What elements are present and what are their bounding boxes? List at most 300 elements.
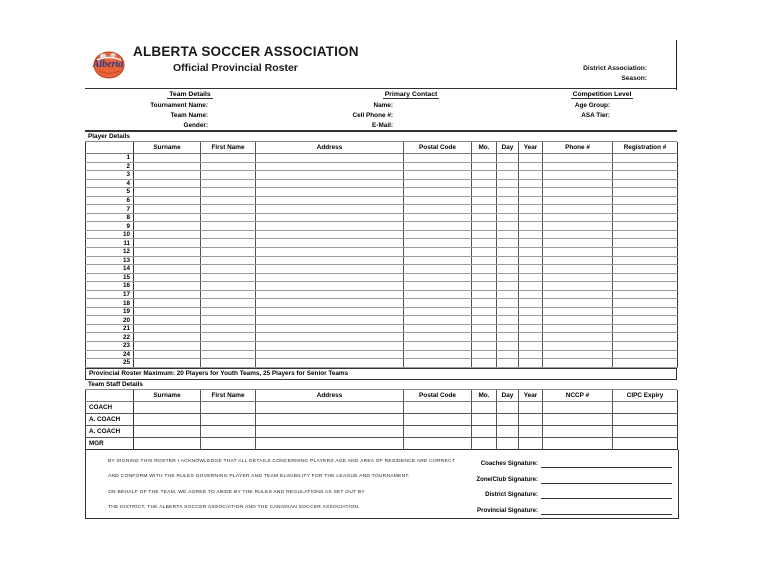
staff-cell-address[interactable] (256, 437, 404, 449)
player-cell-year[interactable] (519, 171, 543, 180)
staff-cell-surname[interactable] (134, 425, 201, 437)
signature-input-line[interactable] (541, 505, 672, 515)
staff-cell-day[interactable] (497, 437, 519, 449)
player-cell-address[interactable] (256, 282, 404, 291)
signature-input-line[interactable] (541, 489, 672, 499)
player-row-number: 21 (86, 324, 134, 333)
player-cell-surname[interactable] (134, 359, 201, 368)
player-cell-phone[interactable] (543, 290, 613, 299)
player-cell-registration[interactable] (613, 359, 678, 368)
legal-text-block (108, 454, 468, 516)
player-cell-phone[interactable] (543, 239, 613, 248)
staff-cell-month[interactable] (472, 425, 497, 437)
info-row-3 (85, 120, 677, 131)
player-cell-year[interactable] (519, 196, 543, 205)
player-cell-registration[interactable] (613, 282, 678, 291)
player-cell-address[interactable] (256, 196, 404, 205)
player-cell-day[interactable] (497, 256, 519, 265)
player-cell-first-name[interactable] (201, 299, 256, 308)
staff-cell-surname[interactable] (134, 401, 201, 413)
player-cell-postal-code[interactable] (404, 162, 472, 171)
player-cell-surname[interactable] (134, 179, 201, 188)
player-cell-day[interactable] (497, 324, 519, 333)
staff-cell-postal-code[interactable] (404, 413, 472, 425)
staff-cell-address[interactable] (256, 401, 404, 413)
player-cell-address[interactable] (256, 290, 404, 299)
staff-col-role (86, 390, 134, 402)
player-cell-phone[interactable] (543, 256, 613, 265)
staff-header-row (86, 390, 678, 402)
player-cell-first-name[interactable] (201, 307, 256, 316)
player-cell-address[interactable] (256, 316, 404, 325)
player-cell-phone[interactable] (543, 162, 613, 171)
player-cell-address[interactable] (256, 265, 404, 274)
signature-row (464, 453, 672, 469)
staff-cell-first-name[interactable] (201, 401, 256, 413)
player-cell-phone[interactable] (543, 213, 613, 222)
player-cell-day[interactable] (497, 230, 519, 239)
player-cell-year[interactable] (519, 265, 543, 274)
player-cell-registration[interactable] (613, 162, 678, 171)
player-cell-surname[interactable] (134, 333, 201, 342)
player-cell-first-name[interactable] (201, 256, 256, 265)
player-cell-month[interactable] (472, 290, 497, 299)
staff-cell-year[interactable] (519, 425, 543, 437)
player-cell-first-name[interactable] (201, 273, 256, 282)
asa-tier-field[interactable] (612, 110, 677, 120)
player-col-surname: Surname (134, 142, 201, 154)
player-col-postal-code: Postal Code (404, 142, 472, 154)
player-cell-surname[interactable] (134, 239, 201, 248)
player-cell-day[interactable] (497, 316, 519, 325)
player-cell-year[interactable] (519, 179, 543, 188)
player-cell-day[interactable] (497, 222, 519, 231)
player-cell-day[interactable] (497, 350, 519, 359)
player-cell-registration[interactable] (613, 333, 678, 342)
player-cell-postal-code[interactable] (404, 282, 472, 291)
player-cell-first-name[interactable] (201, 154, 256, 163)
player-cell-address[interactable] (256, 213, 404, 222)
player-cell-postal-code[interactable] (404, 333, 472, 342)
player-cell-year[interactable] (519, 162, 543, 171)
player-row-number: 9 (86, 222, 134, 231)
staff-cell-nccp[interactable] (543, 413, 613, 425)
player-cell-phone[interactable] (543, 307, 613, 316)
player-cell-registration[interactable] (613, 256, 678, 265)
player-cell-registration[interactable] (613, 196, 678, 205)
player-cell-month[interactable] (472, 205, 497, 214)
staff-cell-year[interactable] (519, 437, 543, 449)
player-cell-phone[interactable] (543, 299, 613, 308)
player-cell-surname[interactable] (134, 248, 201, 257)
player-cell-surname[interactable] (134, 196, 201, 205)
player-cell-year[interactable] (519, 282, 543, 291)
player-cell-month[interactable] (472, 359, 497, 368)
player-cell-postal-code[interactable] (404, 248, 472, 257)
player-cell-month[interactable] (472, 188, 497, 197)
age-group-field[interactable] (612, 100, 677, 110)
player-cell-registration[interactable] (613, 350, 678, 359)
player-cell-day[interactable] (497, 179, 519, 188)
staff-col-first-name: First Name (201, 390, 256, 402)
player-cell-registration[interactable] (613, 248, 678, 257)
player-cell-address[interactable] (256, 256, 404, 265)
player-cell-phone[interactable] (543, 273, 613, 282)
player-cell-month[interactable] (472, 171, 497, 180)
player-cell-registration[interactable] (613, 324, 678, 333)
player-cell-postal-code[interactable] (404, 273, 472, 282)
player-cell-postal-code[interactable] (404, 171, 472, 180)
player-cell-postal-code[interactable] (404, 196, 472, 205)
svg-text:Alberta: Alberta (92, 59, 124, 70)
player-cell-registration[interactable] (613, 307, 678, 316)
player-cell-month[interactable] (472, 316, 497, 325)
signature-input-line[interactable] (541, 474, 672, 484)
player-cell-first-name[interactable] (201, 188, 256, 197)
player-cell-surname[interactable] (134, 282, 201, 291)
staff-cell-cipc-expiry[interactable] (613, 425, 678, 437)
player-col-year: Year (519, 142, 543, 154)
player-cell-month[interactable] (472, 350, 497, 359)
player-cell-first-name[interactable] (201, 196, 256, 205)
player-cell-day[interactable] (497, 162, 519, 171)
player-cell-month[interactable] (472, 333, 497, 342)
staff-cell-cipc-expiry[interactable] (613, 401, 678, 413)
player-cell-day[interactable] (497, 359, 519, 368)
staff-cell-address[interactable] (256, 413, 404, 425)
table-row (86, 282, 678, 291)
player-cell-address[interactable] (256, 359, 404, 368)
player-cell-month[interactable] (472, 239, 497, 248)
player-cell-postal-code[interactable] (404, 188, 472, 197)
staff-cell-day[interactable] (497, 401, 519, 413)
player-cell-surname[interactable] (134, 290, 201, 299)
player-cell-surname[interactable] (134, 299, 201, 308)
player-cell-registration[interactable] (613, 290, 678, 299)
player-cell-registration[interactable] (613, 154, 678, 163)
player-cell-first-name[interactable] (201, 316, 256, 325)
player-cell-registration[interactable] (613, 239, 678, 248)
player-cell-surname[interactable] (134, 188, 201, 197)
player-cell-day[interactable] (497, 290, 519, 299)
player-cell-year[interactable] (519, 188, 543, 197)
player-cell-surname[interactable] (134, 171, 201, 180)
email-field[interactable] (395, 120, 527, 131)
staff-cell-first-name[interactable] (201, 437, 256, 449)
signature-input-line[interactable] (541, 458, 672, 468)
player-row-number: 18 (86, 299, 134, 308)
player-cell-year[interactable] (519, 213, 543, 222)
player-cell-registration[interactable] (613, 205, 678, 214)
player-cell-registration[interactable] (613, 213, 678, 222)
staff-cell-month[interactable] (472, 401, 497, 413)
player-cell-month[interactable] (472, 222, 497, 231)
player-cell-day[interactable] (497, 265, 519, 274)
player-cell-postal-code[interactable] (404, 154, 472, 163)
player-cell-registration[interactable] (613, 230, 678, 239)
player-cell-year[interactable] (519, 248, 543, 257)
player-cell-phone[interactable] (543, 350, 613, 359)
player-cell-surname[interactable] (134, 222, 201, 231)
player-cell-first-name[interactable] (201, 282, 256, 291)
staff-cell-address[interactable] (256, 425, 404, 437)
player-cell-postal-code[interactable] (404, 324, 472, 333)
player-cell-day[interactable] (497, 196, 519, 205)
player-cell-day[interactable] (497, 282, 519, 291)
staff-cell-month[interactable] (472, 437, 497, 449)
player-cell-month[interactable] (472, 248, 497, 257)
player-cell-year[interactable] (519, 154, 543, 163)
player-cell-registration[interactable] (613, 222, 678, 231)
player-cell-postal-code[interactable] (404, 290, 472, 299)
player-cell-day[interactable] (497, 273, 519, 282)
player-cell-registration[interactable] (613, 171, 678, 180)
staff-cell-day[interactable] (497, 425, 519, 437)
player-cell-phone[interactable] (543, 171, 613, 180)
staff-cell-year[interactable] (519, 413, 543, 425)
player-cell-address[interactable] (256, 222, 404, 231)
player-cell-address[interactable] (256, 230, 404, 239)
player-cell-phone[interactable] (543, 316, 613, 325)
player-cell-day[interactable] (497, 248, 519, 257)
player-cell-month[interactable] (472, 307, 497, 316)
player-cell-surname[interactable] (134, 324, 201, 333)
player-cell-address[interactable] (256, 350, 404, 359)
player-cell-postal-code[interactable] (404, 205, 472, 214)
player-cell-phone[interactable] (543, 196, 613, 205)
staff-cell-postal-code[interactable] (404, 437, 472, 449)
player-cell-first-name[interactable] (201, 179, 256, 188)
player-cell-surname[interactable] (134, 342, 201, 351)
player-cell-postal-code[interactable] (404, 239, 472, 248)
player-cell-postal-code[interactable] (404, 316, 472, 325)
player-cell-first-name[interactable] (201, 359, 256, 368)
player-cell-day[interactable] (497, 333, 519, 342)
info-row-2 (85, 110, 677, 120)
player-cell-year[interactable] (519, 290, 543, 299)
table-row (86, 188, 678, 197)
player-cell-address[interactable] (256, 154, 404, 163)
player-cell-surname[interactable] (134, 205, 201, 214)
player-cell-postal-code[interactable] (404, 299, 472, 308)
player-cell-year[interactable] (519, 230, 543, 239)
player-cell-year[interactable] (519, 256, 543, 265)
player-cell-phone[interactable] (543, 282, 613, 291)
player-cell-month[interactable] (472, 162, 497, 171)
contact-name-field[interactable] (395, 100, 527, 110)
player-cell-address[interactable] (256, 324, 404, 333)
contact-name-label: Name: (373, 101, 393, 109)
player-cell-registration[interactable] (613, 265, 678, 274)
staff-col-day: Day (497, 390, 519, 402)
player-cell-year[interactable] (519, 359, 543, 368)
player-cell-registration[interactable] (613, 342, 678, 351)
staff-cell-postal-code[interactable] (404, 401, 472, 413)
player-cell-phone[interactable] (543, 333, 613, 342)
player-cell-day[interactable] (497, 205, 519, 214)
staff-cell-surname[interactable] (134, 413, 201, 425)
player-cell-month[interactable] (472, 299, 497, 308)
player-cell-address[interactable] (256, 239, 404, 248)
player-cell-address[interactable] (256, 248, 404, 257)
player-cell-first-name[interactable] (201, 239, 256, 248)
player-cell-address[interactable] (256, 342, 404, 351)
player-cell-registration[interactable] (613, 188, 678, 197)
player-cell-month[interactable] (472, 282, 497, 291)
player-cell-registration[interactable] (613, 316, 678, 325)
cell-phone-field[interactable] (395, 110, 527, 120)
staff-cell-nccp[interactable] (543, 425, 613, 437)
player-cell-month[interactable] (472, 265, 497, 274)
player-cell-year[interactable] (519, 350, 543, 359)
player-cell-surname[interactable] (134, 265, 201, 274)
player-cell-address[interactable] (256, 205, 404, 214)
player-cell-day[interactable] (497, 307, 519, 316)
staff-cell-month[interactable] (472, 413, 497, 425)
staff-cell-nccp[interactable] (543, 401, 613, 413)
table-row (86, 256, 678, 265)
staff-cell-postal-code[interactable] (404, 425, 472, 437)
player-cell-phone[interactable] (543, 265, 613, 274)
staff-cell-cipc-expiry[interactable] (613, 413, 678, 425)
player-cell-registration[interactable] (613, 299, 678, 308)
player-cell-first-name[interactable] (201, 350, 256, 359)
player-cell-surname[interactable] (134, 350, 201, 359)
player-cell-first-name[interactable] (201, 222, 256, 231)
tournament-name-field[interactable] (210, 100, 295, 110)
player-cell-year[interactable] (519, 316, 543, 325)
player-cell-month[interactable] (472, 324, 497, 333)
player-cell-first-name[interactable] (201, 324, 256, 333)
player-cell-first-name[interactable] (201, 265, 256, 274)
player-cell-phone[interactable] (543, 179, 613, 188)
player-cell-month[interactable] (472, 273, 497, 282)
player-cell-phone[interactable] (543, 342, 613, 351)
player-cell-day[interactable] (497, 154, 519, 163)
player-cell-day[interactable] (497, 239, 519, 248)
player-cell-first-name[interactable] (201, 248, 256, 257)
player-cell-phone[interactable] (543, 230, 613, 239)
player-cell-phone[interactable] (543, 324, 613, 333)
organization-title: ALBERTA SOCCER ASSOCIATION (133, 44, 359, 59)
player-cell-postal-code[interactable] (404, 342, 472, 351)
player-cell-year[interactable] (519, 239, 543, 248)
player-cell-day[interactable] (497, 171, 519, 180)
player-cell-month[interactable] (472, 256, 497, 265)
player-cell-address[interactable] (256, 179, 404, 188)
player-cell-day[interactable] (497, 188, 519, 197)
player-cell-month[interactable] (472, 196, 497, 205)
staff-cell-cipc-expiry[interactable] (613, 437, 678, 449)
player-cell-postal-code[interactable] (404, 359, 472, 368)
player-cell-month[interactable] (472, 213, 497, 222)
player-cell-postal-code[interactable] (404, 256, 472, 265)
player-cell-surname[interactable] (134, 154, 201, 163)
table-row (86, 213, 678, 222)
gender-field[interactable] (210, 120, 295, 131)
player-cell-first-name[interactable] (201, 171, 256, 180)
player-cell-address[interactable] (256, 188, 404, 197)
player-cell-address[interactable] (256, 299, 404, 308)
table-row (86, 205, 678, 214)
player-cell-surname[interactable] (134, 316, 201, 325)
player-cell-day[interactable] (497, 213, 519, 222)
player-cell-address[interactable] (256, 171, 404, 180)
player-cell-month[interactable] (472, 342, 497, 351)
player-cell-postal-code[interactable] (404, 179, 472, 188)
player-cell-year[interactable] (519, 324, 543, 333)
staff-cell-first-name[interactable] (201, 413, 256, 425)
player-cell-day[interactable] (497, 342, 519, 351)
staff-cell-first-name[interactable] (201, 425, 256, 437)
player-cell-postal-code[interactable] (404, 307, 472, 316)
player-cell-phone[interactable] (543, 248, 613, 257)
player-cell-year[interactable] (519, 273, 543, 282)
player-cell-phone[interactable] (543, 205, 613, 214)
player-cell-postal-code[interactable] (404, 265, 472, 274)
player-cell-postal-code[interactable] (404, 213, 472, 222)
player-cell-year[interactable] (519, 222, 543, 231)
player-cell-postal-code[interactable] (404, 230, 472, 239)
player-cell-surname[interactable] (134, 230, 201, 239)
team-name-field[interactable] (210, 110, 295, 120)
player-cell-year[interactable] (519, 299, 543, 308)
player-cell-registration[interactable] (613, 179, 678, 188)
player-cell-year[interactable] (519, 307, 543, 316)
player-cell-first-name[interactable] (201, 230, 256, 239)
staff-cell-day[interactable] (497, 413, 519, 425)
player-cell-postal-code[interactable] (404, 222, 472, 231)
player-cell-month[interactable] (472, 230, 497, 239)
table-row (86, 350, 678, 359)
player-cell-surname[interactable] (134, 213, 201, 222)
player-cell-month[interactable] (472, 179, 497, 188)
staff-cell-surname[interactable] (134, 437, 201, 449)
staff-cell-nccp[interactable] (543, 437, 613, 449)
player-cell-year[interactable] (519, 205, 543, 214)
player-cell-surname[interactable] (134, 307, 201, 316)
player-cell-year[interactable] (519, 342, 543, 351)
staff-cell-year[interactable] (519, 401, 543, 413)
player-cell-postal-code[interactable] (404, 350, 472, 359)
player-cell-surname[interactable] (134, 162, 201, 171)
table-row (86, 248, 678, 257)
player-cell-first-name[interactable] (201, 333, 256, 342)
player-cell-registration[interactable] (613, 273, 678, 282)
player-cell-first-name[interactable] (201, 342, 256, 351)
player-cell-phone[interactable] (543, 222, 613, 231)
player-cell-phone[interactable] (543, 154, 613, 163)
player-cell-surname[interactable] (134, 273, 201, 282)
player-cell-first-name[interactable] (201, 205, 256, 214)
player-cell-first-name[interactable] (201, 290, 256, 299)
player-cell-address[interactable] (256, 162, 404, 171)
player-cell-day[interactable] (497, 299, 519, 308)
player-cell-address[interactable] (256, 307, 404, 316)
player-cell-first-name[interactable] (201, 162, 256, 171)
player-cell-year[interactable] (519, 333, 543, 342)
player-cell-surname[interactable] (134, 256, 201, 265)
table-row (86, 359, 678, 368)
player-cell-first-name[interactable] (201, 213, 256, 222)
player-cell-phone[interactable] (543, 359, 613, 368)
signature-label: District Signature: (485, 491, 538, 499)
player-cell-month[interactable] (472, 154, 497, 163)
table-row (86, 342, 678, 351)
player-cell-address[interactable] (256, 273, 404, 282)
player-cell-address[interactable] (256, 333, 404, 342)
player-cell-phone[interactable] (543, 188, 613, 197)
